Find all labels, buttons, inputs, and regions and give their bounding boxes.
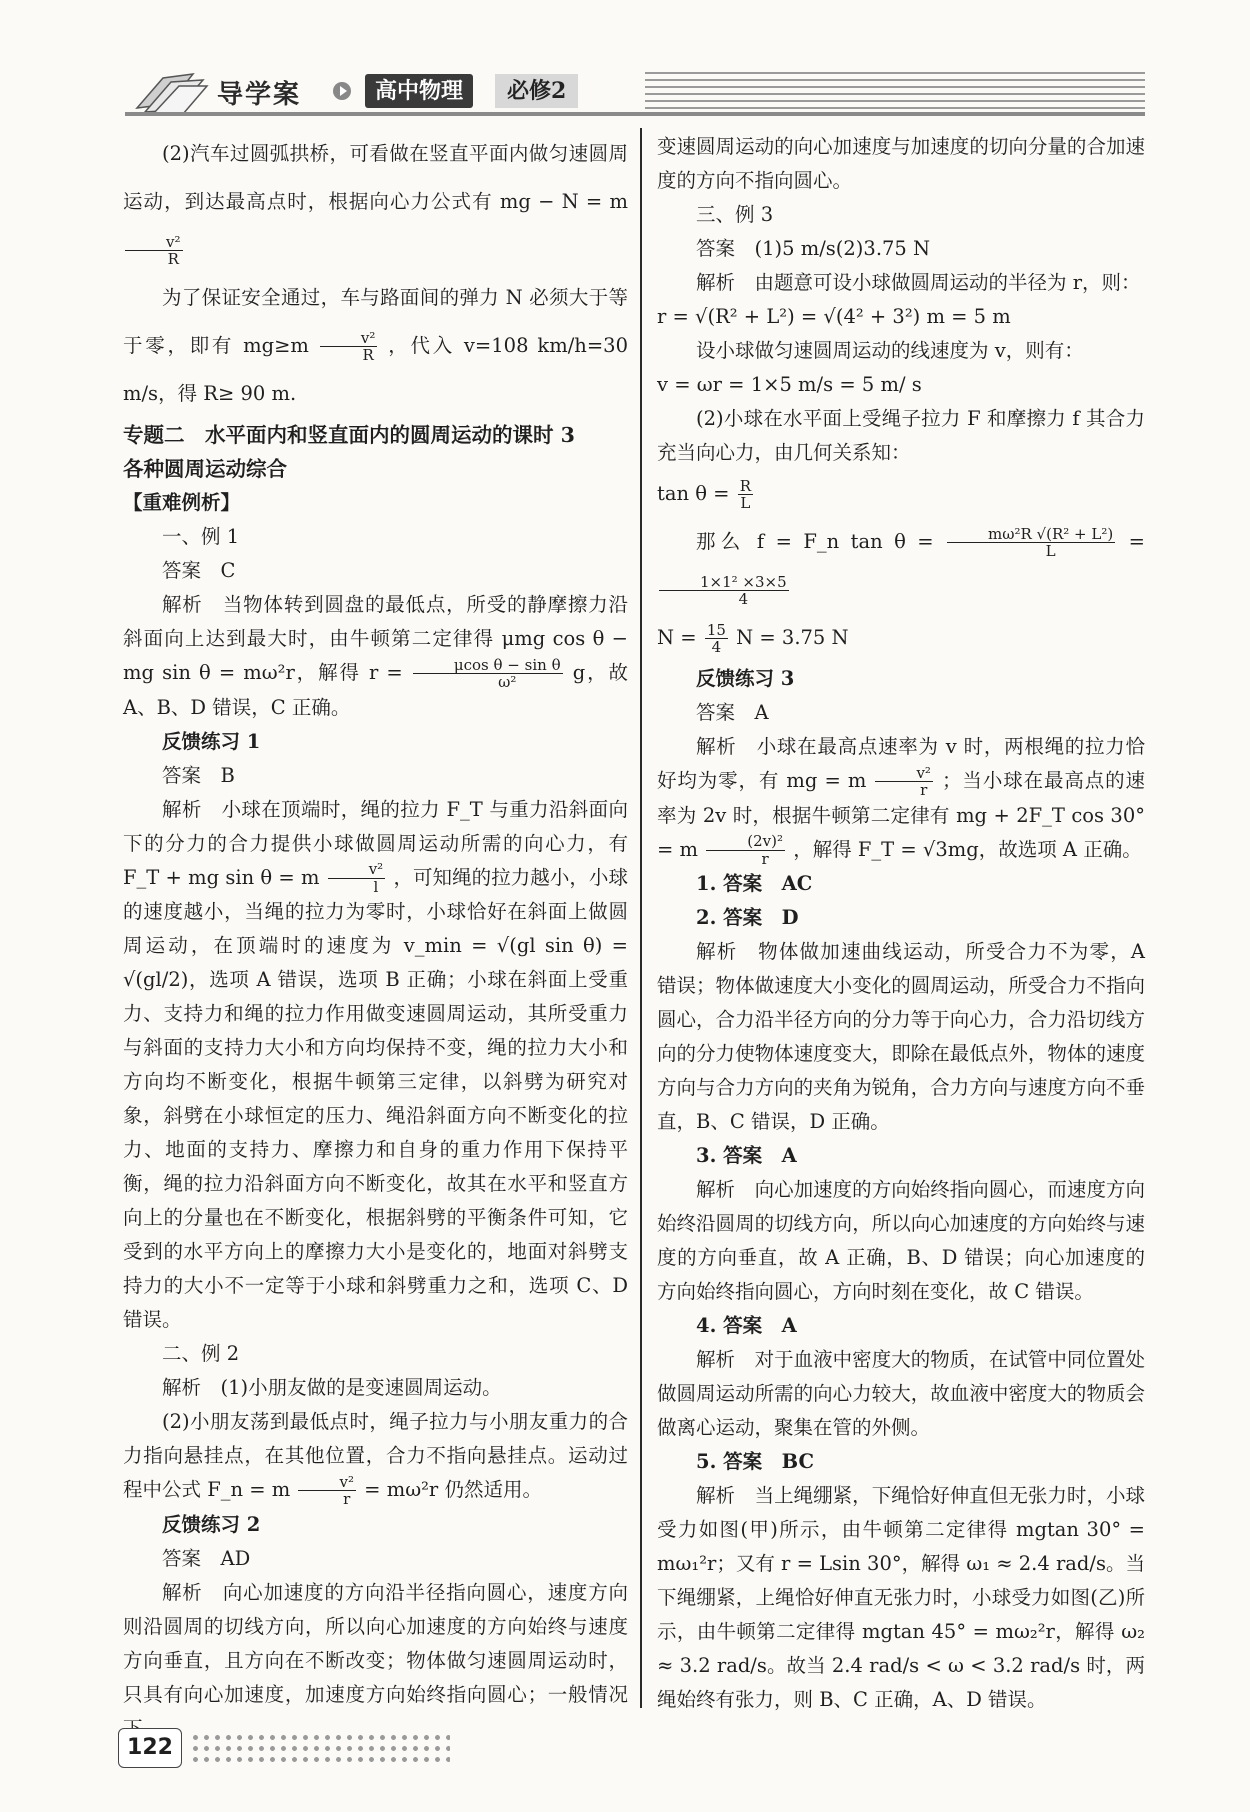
fraction: $\frac{\text{mω²R √(R² + L²)}}{L}$ — [947, 526, 1115, 560]
answer: 答案 (1)5 m/s(2)3.75 N — [696, 237, 931, 260]
fraction: $\frac{\text{v²}}{R}$ — [320, 330, 378, 364]
answer: 3. 答案 A — [696, 1144, 797, 1167]
analysis: 解析 (1)小朋友做的是变速圆周运动。 — [162, 1376, 502, 1399]
left-column — [123, 130, 628, 1746]
equation: v = ωr = 1×5 m/s = 5 m/ s — [657, 373, 922, 396]
analysis: (2)小球在水平面上受绳子拉力 F 和摩擦力 f 其合力充当向心力，由几何关系知： — [657, 407, 1145, 464]
header-title: 导学案 — [217, 80, 302, 110]
answer: 2. 答案 D — [696, 906, 799, 929]
equation: tan θ = $\frac{R}{L}$ — [657, 476, 751, 512]
feedback-label: 反馈练习 3 — [696, 667, 795, 690]
analysis: 解析 当物体转到圆盘的最低点，所受的静摩擦力沿斜面向上达到最大时，由牛顿第二定律得 μmg cos θ − mg sin θ = mω²r，解得 r = $\frac{\text{μcos θ − sin θ}}{\text{ω²}}$ g，故 A、B、D 错误，C 正确。 — [123, 593, 629, 719]
fraction: $\frac{\text{1×1² ×3×5}}{4}$ — [659, 574, 789, 608]
answer: 答案 A — [696, 701, 769, 724]
fraction: $\frac{15}{4}$ — [706, 620, 726, 656]
header-stripes — [645, 72, 1145, 114]
answer: 1. 答案 AC — [696, 872, 813, 895]
analysis: 解析 当上绳绷紧，下绳恰好伸直但无张力时，小球受力如图(甲)所示，由牛顿第二定律得 mgtan 30° = mω₁²r；又有 r = Lsin 30°，解得 ω₁ ≈ 2.4 rad/s。当下绳绷紧，上绳恰好伸直无张力时，小球受力如图(乙)所示，由牛顿第二定律得 mgtan 45° = mω₂²r，解得 ω₂ ≈ 3.2 rad/s。故当 2.4 rad/s < ω < 3.2 rad/s 时，两绳始终有张力，则 B、C 正确，A、D 错误。 — [657, 1484, 1145, 1711]
fraction: $\frac{\text{v²}}{l}$ — [328, 861, 386, 895]
answer: 5. 答案 BC — [696, 1450, 815, 1473]
analysis: 解析 对于血液中密度大的物质，在试管中同位置处做圆周运动所需的向心力较大，故血液中密度大的物质会做离心运动，聚集在管的外侧。 — [657, 1348, 1145, 1439]
analysis: 设小球做匀速圆周运动的线速度为 v，则有： — [696, 339, 1084, 362]
dot-pattern — [190, 1732, 450, 1762]
book-badge: 必修2 — [495, 74, 578, 108]
equation: N = $\frac{15}{4}$ N = 3.75 N — [657, 620, 849, 656]
analysis: 解析 向心加速度的方向始终指向圆心，而速度方向始终沿圆周的切线方向，所以向心加速度的方向始终与速度的方向垂直，故 A 正确，B、D 错误；向心加速度的方向始终指向圆心，方向时刻在变化，故 C 错误。 — [657, 1178, 1145, 1303]
page-number: 122 — [118, 1728, 182, 1768]
section-subtitle: 各种圆周运动综合 — [123, 457, 287, 481]
play-arrow-icon — [333, 82, 351, 100]
feedback-label: 反馈练习 2 — [162, 1512, 261, 1536]
fraction: $\frac{\text{v²}}{r}$ — [875, 765, 933, 799]
equation: 那么 f = F_n tan θ = $\frac{\text{mω²R √(R² + L²)}}{L}$ = $\frac{\text{1×1² ×3×5}}{4}$ — [657, 518, 1145, 614]
fraction: $\frac{\text{(2v)²}}{r}$ — [706, 833, 785, 867]
example-label: 二、例 2 — [162, 1342, 240, 1365]
analysis: 解析 向心加速度的方向沿半径指向圆心，速度方向则沿圆周的切线方向，所以向心加速度的方向始终与速度方向垂直，且方向在不断改变；物体做匀速圆周运动时，只具有向心加速度，加速度方向始终指向圆心；一般情况 — [123, 1580, 628, 1706]
right-column — [657, 130, 1145, 1717]
example-label: 一、例 1 — [162, 525, 240, 548]
analysis: (2)小朋友荡到最低点时，绳子拉力与小朋友重力的合力指向悬挂点，在其他位置，合力不指向悬挂点。运动过程中公式 F_n = m $\frac{\text{v²}}{r}$ = mω²r 仍然适用。 — [123, 1410, 628, 1508]
paragraph: (2)汽车过圆弧拱桥，可看做在竖直平面内做匀速圆周运动，到达最高点时，根据向心力公式有 mg − N = m $\frac{\text{v²}}{R}$ — [123, 142, 628, 268]
topic-heading: 专题二 水平面内和竖直面内的圆周运动的课时 3 — [123, 423, 575, 447]
example-label: 三、例 3 — [696, 203, 774, 226]
fraction: $\frac{\text{v²}}{r}$ — [298, 1474, 356, 1508]
equation: r = √(R² + L²) = √(4² + 3²) m = 5 m — [657, 305, 1011, 328]
analysis: 解析 小球在顶端时，绳的拉力 F_T 与重力沿斜面向下的分力的合力提供小球做圆周运动所需的向心力，有 F_T + mg sin θ = m $\frac{\text{v²}}{l}$ ，可知绳的拉力越小，小球的速度越小，当绳的拉力为零时，小球恰好在斜面上做圆周运动，在顶端时的速度为 v_min = √(gl sin θ) = √(gl/2)，选项 A 错误，选项 B 正确；小球在斜面上受重力、支持力和绳的拉力作用做变速圆周运动，其所受重力与斜面的支持力大小和方向均保持不变，绳的拉力大小和方向均不断变化，根据牛顿第三定律，以斜劈为研究对象，斜劈在小球恒定的压力、绳沿斜面方向不断变化的拉力、地面的支持力、摩擦力和自身的重力作用下保持平衡，绳的拉力沿斜面方向不断变化，故其在水平和竖直方向上的分量也在不断变化，根据斜劈的平衡条件可知，它受到的水平方向上的摩擦力大小是变化的，地面对斜劈支持力的大小不一定等于小球和斜劈重力之和，选项 C、D 错误。 — [123, 797, 628, 1331]
header-rule — [125, 112, 1145, 116]
page-footer — [118, 1728, 1138, 1768]
analysis: 解析 物体做加速曲线运动，所受合力不为零，A 错误；物体做速度大小变化的圆周运动，所受合力不指向圆心，合力沿半径方向的分力等于向心力，合力沿切线方向的分力使物体速度变大，即除在最低点外，物体的速度方向与合力方向的夹角为锐角，合力方向与速度方向不垂直，B、C 错误，D 正确。 — [657, 940, 1145, 1133]
fraction: $\frac{\text{μcos θ − sin θ}}{\text{ω²}}$ — [413, 657, 563, 691]
answer: 4. 答案 A — [696, 1314, 797, 1337]
fraction: $\frac{R}{L}$ — [739, 476, 751, 512]
analysis: 解析 小球在最高点速率为 v 时，两根绳的拉力恰好均为零，有 mg = m $\frac{\text{v²}}{r}$ ；当小球在最高点的速率为 2v 时，根据牛顿第二定律有 mg + 2F_T cos 30° = m $\frac{\text{(2v)²}}{r}$ ，解得 F_T = √3mg，故选项 A 正确。 — [657, 735, 1145, 868]
section-label: 【重难例析】 — [123, 491, 241, 514]
books-icon — [133, 70, 209, 116]
answer: 答案 AD — [162, 1546, 251, 1570]
answer: 答案 B — [162, 763, 235, 787]
feedback-label: 反馈练习 1 — [162, 729, 261, 753]
page-header — [125, 68, 1145, 118]
paragraph: 变速圆周运动的向心加速度与加速度的切向分量的合加速度的方向不指向圆心。 — [657, 135, 1145, 192]
paragraph: 为了保证安全通过，车与路面间的弹力 N 必须大于等于零，即有 mg≥m $\frac{\text{v²}}{R}$ ，代入 v=108 km/h=30 m/s，得 R≥ 90 m. — [123, 286, 629, 405]
answer: 答案 C — [162, 559, 236, 582]
fraction: $\frac{\text{v²}}{R}$ — [125, 234, 183, 268]
column-divider — [640, 128, 642, 1708]
subject-badge: 高中物理 — [365, 74, 473, 108]
analysis: 解析 由题意可设小球做圆周运动的半径为 r，则： — [696, 271, 1141, 294]
